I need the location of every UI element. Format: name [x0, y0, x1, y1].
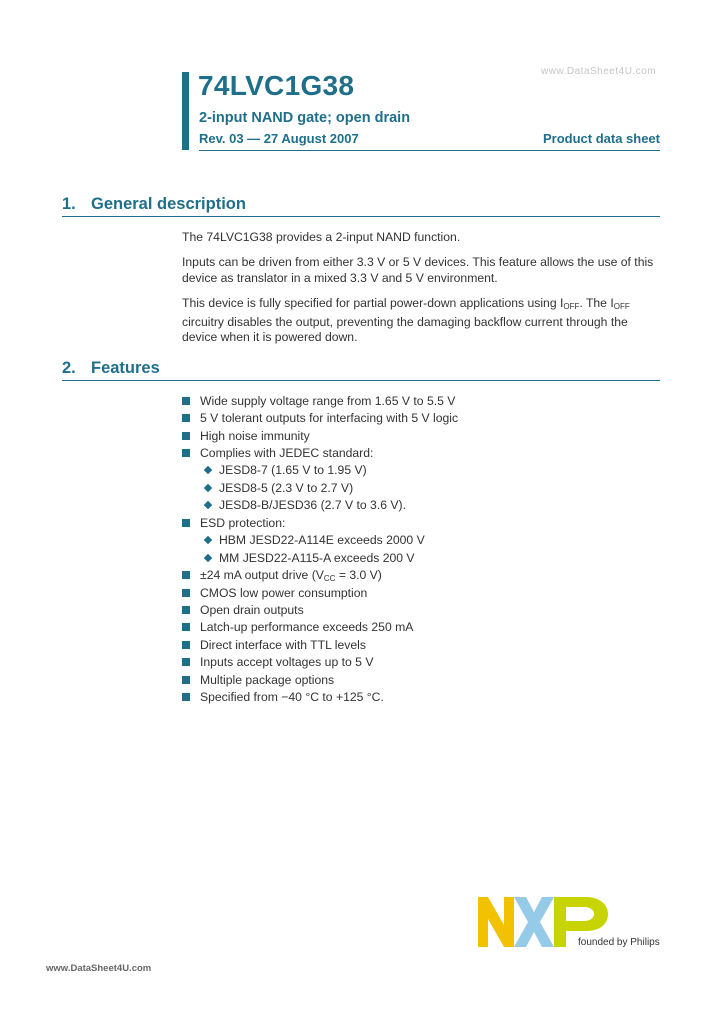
part-number: 74LVC1G38 [198, 70, 355, 101]
revision: Rev. 03 — 27 August 2007 [199, 131, 359, 146]
list-item-text: Direct interface with TTL levels [200, 638, 366, 652]
list-item-text: JESD8-7 (1.65 V to 1.95 V) [219, 463, 367, 477]
paragraph: The 74LVC1G38 provides a 2-input NAND function. [182, 230, 461, 244]
bullet-diamond-icon [204, 553, 212, 561]
bullet-diamond-icon [204, 500, 212, 508]
section-title: General description [91, 195, 246, 213]
list-item [200, 568, 382, 586]
sub-list-item [219, 463, 367, 478]
list-item-text: Open drain outputs [200, 603, 304, 617]
list-item [200, 411, 458, 426]
list-item [200, 516, 285, 531]
text-run: This device is fully specified for partial power-down applications using I [182, 296, 564, 310]
bullet-square-icon [182, 693, 190, 701]
list-item [200, 690, 384, 705]
header-accent-bar [182, 72, 189, 150]
bullet-diamond-icon [204, 535, 212, 543]
list-item [200, 446, 373, 461]
list-item-text: JESD8-B/JESD36 (2.7 V to 3.6 V). [219, 498, 406, 512]
list-item-text: JESD8-5 (2.3 V to 2.7 V) [219, 481, 354, 495]
list-item-text: Inputs accept voltages up to 5 V [200, 655, 374, 669]
text-run: . The I [579, 296, 614, 310]
list-item [200, 673, 334, 688]
subscript: OFF [613, 302, 630, 311]
bullet-square-icon [182, 414, 190, 422]
list-item-text: CMOS low power consumption [200, 586, 368, 600]
bullet-square-icon [182, 432, 190, 440]
list-item [200, 429, 310, 444]
sub-list-item [219, 498, 406, 513]
list-item [200, 638, 366, 653]
founded-by-text: founded by Philips [578, 937, 660, 948]
bullet-square-icon [182, 641, 190, 649]
sub-list-item [219, 481, 353, 496]
list-item [200, 655, 373, 670]
bullet-square-icon [182, 397, 190, 405]
sub-list-item [219, 533, 425, 548]
bullet-square-icon [182, 676, 190, 684]
section-title: Features [91, 359, 160, 377]
list-item [200, 394, 455, 409]
section-number: 1. [62, 195, 76, 213]
header-rule [199, 150, 660, 151]
bullet-square-icon [182, 606, 190, 614]
subtitle: 2-input NAND gate; open drain [199, 110, 411, 126]
bullet-diamond-icon [204, 483, 212, 491]
paragraph: Inputs can be driven from either 3.3 V or 5 V devices. This feature allows the use of this device as translator in a mixed 3.3 V and 5 V environment. [182, 255, 654, 285]
list-item-text: HBM JESD22-A114E exceeds 2000 V [219, 533, 425, 547]
bullet-square-icon [182, 519, 190, 527]
footer-url[interactable]: www.DataSheet4U.com [46, 963, 152, 974]
doc-type: Product data sheet [542, 131, 660, 146]
list-item-text: High noise immunity [200, 429, 310, 443]
list-item [200, 603, 304, 618]
text-run: = 3.0 V) [335, 568, 382, 582]
list-item-text: Complies with JEDEC standard: [200, 446, 374, 460]
subscript: OFF [563, 302, 580, 311]
list-item-text: Wide supply voltage range from 1.65 V to 5.5 V [200, 394, 456, 408]
sub-list-item [219, 551, 415, 566]
list-item-text: ESD protection: [200, 516, 286, 530]
paragraph [182, 296, 662, 346]
list-item [200, 586, 367, 601]
text-run: circuitry disables the output, preventing the damaging backflow current through the device when it is powered down. [182, 314, 628, 344]
list-item-text: Latch-up performance exceeds 250 mA [200, 620, 414, 634]
bullet-diamond-icon [204, 465, 212, 473]
section-2-heading [62, 359, 160, 378]
list-item-text: Specified from −40 °C to +125 °C. [200, 690, 384, 704]
section-1-heading [62, 195, 246, 214]
list-item [200, 620, 413, 635]
bullet-square-icon [182, 449, 190, 457]
section-number: 2. [62, 359, 76, 377]
section-2-rule [62, 380, 660, 381]
text-run: ±24 mA output drive (V [200, 568, 324, 582]
bullet-square-icon [182, 658, 190, 666]
subscript: CC [323, 574, 336, 583]
list-item-text: Multiple package options [200, 673, 335, 687]
list-item-text: MM JESD22-A115-A exceeds 200 V [219, 551, 415, 565]
list-item-text: 5 V tolerant outputs for interfacing with 5 V logic [200, 411, 459, 425]
bullet-square-icon [182, 571, 190, 579]
bullet-square-icon [182, 623, 190, 631]
bullet-square-icon [182, 589, 190, 597]
watermark-top: www.DataSheet4U.com [541, 66, 657, 77]
section-1-rule [62, 216, 660, 217]
